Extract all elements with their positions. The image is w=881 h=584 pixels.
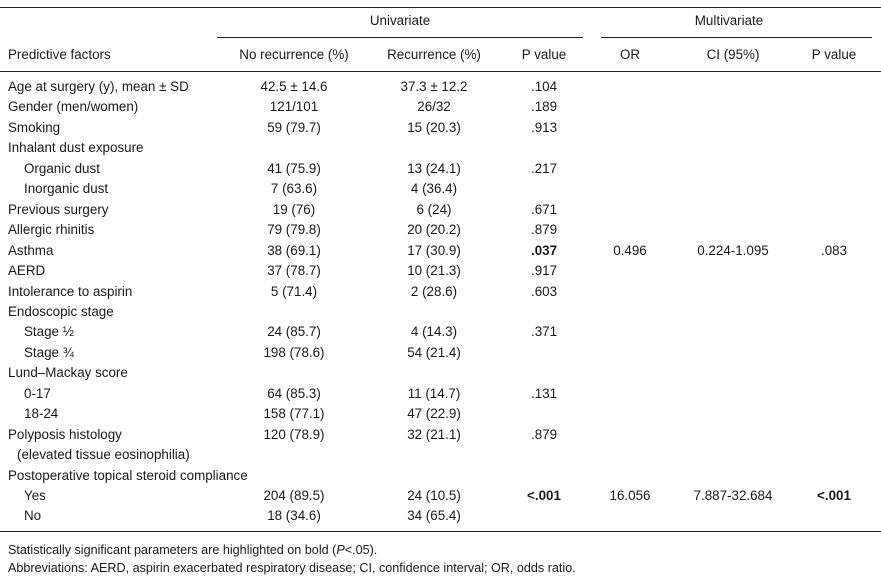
cell-no-recurrence: 204 (89.5)	[263, 488, 325, 503]
cell-no-recurrence: 121/101	[269, 99, 319, 114]
cell-recurrence: 4 (36.4)	[410, 181, 458, 196]
cell-recurrence: 47 (22.9)	[407, 406, 461, 421]
cell-factor: Stage ½	[24, 324, 74, 339]
cell-recurrence: 20 (20.2)	[407, 222, 461, 237]
cell-factor: AERD	[8, 263, 46, 278]
column-header-p-value-multivariate: P value	[811, 47, 857, 62]
column-header-ci: CI (95%)	[706, 47, 760, 62]
cell-no-recurrence: 79 (79.8)	[267, 222, 321, 237]
cell-no-recurrence: 5 (71.4)	[270, 284, 318, 299]
footnote-abbreviations: Abbreviations: AERD, aspirin exacerbated respiratory disease; CI, confidence interval; OR, odds ratio.	[8, 561, 576, 575]
cell-no-recurrence: 41 (75.9)	[267, 161, 321, 176]
cell-ci: 0.224-1.095	[697, 243, 769, 258]
cell-factor: Intolerance to aspirin	[8, 284, 133, 299]
footnote-significance-suffix: <.05).	[344, 543, 378, 557]
cell-factor: No	[24, 508, 42, 523]
multivariate-rule	[601, 37, 872, 38]
cell-p-value-univariate: .879	[530, 427, 558, 442]
cell-p-value-univariate: .603	[530, 284, 558, 299]
cell-factor: Polyposis histology	[8, 427, 122, 442]
cell-factor: Organic dust	[24, 161, 100, 176]
cell-factor: Endoscopic stage	[8, 304, 114, 319]
cell-p-value-univariate: .037	[530, 243, 558, 258]
cell-factor: Lund–Mackay score	[8, 365, 128, 380]
cell-factor: Gender (men/women)	[8, 99, 139, 114]
cell-p-value-univariate: .913	[530, 120, 558, 135]
table-bottom-rule	[0, 531, 881, 532]
footnote-significance-prefix: Statistically significant parameters are highlighted on bold (	[8, 543, 337, 557]
cell-factor: Allergic rhinitis	[8, 222, 95, 237]
cell-p-value-univariate: .104	[530, 79, 558, 94]
cell-factor: Yes	[24, 488, 46, 503]
multivariate-group-header: Multivariate	[694, 13, 764, 28]
cell-factor: Previous surgery	[8, 202, 109, 217]
cell-no-recurrence: 7 (63.6)	[270, 181, 318, 196]
cell-recurrence: 54 (21.4)	[407, 345, 461, 360]
cell-no-recurrence: 158 (77.1)	[263, 406, 325, 421]
cell-recurrence: 13 (24.1)	[407, 161, 461, 176]
cell-p-value-univariate: .917	[530, 263, 558, 278]
cell-no-recurrence: 42.5 ± 14.6	[260, 79, 328, 94]
cell-p-value-multivariate: <.001	[817, 488, 851, 503]
cell-factor: Stage ¾	[24, 345, 74, 360]
cell-factor: Asthma	[8, 243, 54, 258]
column-header-factor: Predictive factors	[8, 47, 111, 62]
cell-no-recurrence: 37 (78.7)	[267, 263, 321, 278]
cell-no-recurrence: 38 (69.1)	[267, 243, 321, 258]
cell-recurrence: 17 (30.9)	[407, 243, 461, 258]
cell-no-recurrence: 198 (78.6)	[263, 345, 325, 360]
cell-recurrence: 26/32	[417, 99, 451, 114]
cell-p-value-univariate: .217	[530, 161, 558, 176]
cell-recurrence: 11 (14.7)	[407, 386, 461, 401]
cell-factor: Inhalant dust exposure	[8, 140, 144, 155]
cell-recurrence: 10 (21.3)	[407, 263, 461, 278]
cell-factor: Postoperative topical steroid compliance	[8, 468, 248, 483]
cell-p-value-univariate: .131	[530, 386, 558, 401]
column-header-no-recurrence: No recurrence (%)	[239, 47, 349, 62]
cell-p-value-univariate: .671	[530, 202, 558, 217]
cell-factor: Smoking	[8, 120, 61, 135]
cell-factor: 18-24	[24, 406, 59, 421]
top-rule	[0, 7, 881, 8]
cell-no-recurrence: 24 (85.7)	[267, 324, 321, 339]
cell-factor: (elevated tissue eosinophilia)	[17, 447, 190, 462]
cell-no-recurrence: 120 (78.9)	[263, 427, 325, 442]
column-header-or: OR	[619, 47, 641, 62]
cell-or: 16.056	[609, 488, 651, 503]
cell-recurrence: 34 (65.4)	[407, 508, 461, 523]
cell-recurrence: 2 (28.6)	[410, 284, 458, 299]
column-header-recurrence: Recurrence (%)	[387, 47, 481, 62]
cell-or: 0.496	[613, 243, 647, 258]
univariate-group-header: Univariate	[369, 13, 431, 28]
cell-factor: Age at surgery (y), mean ± SD	[8, 79, 189, 94]
header-bottom-rule	[0, 71, 881, 72]
column-header-p-value-univariate: P value	[521, 47, 567, 62]
cell-p-value-univariate: .879	[530, 222, 558, 237]
footnote-significance	[8, 542, 377, 558]
cell-p-value-multivariate: .083	[820, 243, 848, 258]
cell-no-recurrence: 18 (34.6)	[267, 508, 321, 523]
cell-no-recurrence: 19 (76)	[272, 202, 316, 217]
cell-recurrence: 4 (14.3)	[410, 324, 458, 339]
cell-factor: Inorganic dust	[24, 181, 109, 196]
cell-recurrence: 24 (10.5)	[407, 488, 461, 503]
footnote-significance-p: P	[336, 543, 345, 557]
cell-no-recurrence: 64 (85.3)	[267, 386, 321, 401]
cell-p-value-univariate: <.001	[527, 488, 561, 503]
cell-recurrence: 6 (24)	[416, 202, 452, 217]
cell-no-recurrence: 59 (79.7)	[267, 120, 321, 135]
cell-p-value-univariate: .371	[530, 324, 558, 339]
cell-p-value-univariate: .189	[530, 99, 558, 114]
cell-recurrence: 37.3 ± 12.2	[400, 79, 468, 94]
cell-recurrence: 32 (21.1)	[407, 427, 461, 442]
univariate-rule	[217, 37, 583, 38]
cell-ci: 7.887-32.684	[693, 488, 773, 503]
cell-recurrence: 15 (20.3)	[407, 120, 461, 135]
cell-factor: 0-17	[24, 386, 51, 401]
